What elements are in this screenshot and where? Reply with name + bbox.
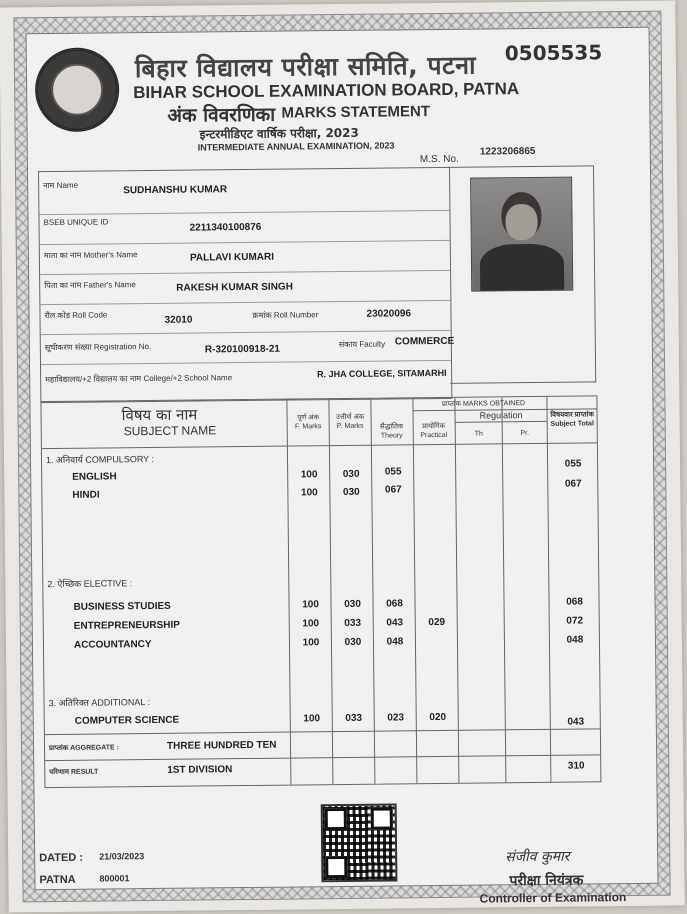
student-details — [38, 167, 455, 403]
regulation-header: Regulation — [479, 410, 523, 421]
place-code: 800001 — [99, 873, 130, 884]
mother-label: माता का नाम Mother's Name — [43, 250, 138, 261]
student-photo — [470, 177, 573, 292]
student-name: SUDHANSHU KUMAR — [123, 184, 228, 197]
controller-title-english: Controller of Examination — [479, 890, 627, 906]
photo-frame — [448, 165, 596, 384]
roll-code: 32010 — [164, 314, 193, 326]
dated-label: DATED : — [39, 851, 84, 865]
roll-number: 23020096 — [366, 308, 412, 320]
mother-name: PALLAVI KUMARI — [189, 251, 275, 264]
subject-row-computer-science: COMPUTER SCIENCE 100 033 023 020 043 — [74, 711, 585, 728]
roll-code-label: रौल कोड Roll Code — [44, 310, 108, 321]
aggregate-words: THREE HUNDRED TEN — [166, 739, 277, 752]
result-value: 1ST DIVISION — [167, 764, 233, 776]
issue-date: 21/03/2023 — [99, 851, 145, 862]
practical-header: प्रायोगिक Practical — [420, 422, 448, 440]
subject-row-entrepreneurship: ENTREPRENEURSHIP 100 033 043 029 072 — [73, 615, 584, 632]
aggregate-total: 310 — [567, 760, 585, 772]
result-label: परिणाम RESULT — [49, 768, 99, 777]
board-title-english: BIHAR SCHOOL EXAMINATION BOARD, PATNA — [133, 79, 520, 103]
statement-title-hindi: अंक विवरणिका — [167, 103, 276, 127]
subject-row-accountancy: ACCOUNTANCY 100 030 048 048 — [73, 634, 584, 651]
fmarks-header: पूर्ण अंक F. Marks — [294, 414, 322, 431]
aggregate-label: प्राप्तांक AGGREGATE : — [49, 744, 120, 753]
subject-header-english: SUBJECT NAME — [123, 423, 217, 439]
exam-name-hindi: इन्टरमीडिएट वार्षिक परीक्षा, 2023 — [199, 125, 359, 142]
father-label: पिता का नाम Father's Name — [44, 280, 136, 291]
certificate-body — [26, 27, 659, 906]
section-compulsory: 1. अनिवार्य COMPULSORY : — [45, 453, 155, 466]
college-name: R. JHA COLLEGE, SITAMARHI — [317, 367, 447, 380]
marks-table — [40, 395, 601, 788]
roll-number-label: क्रमांक Roll Number — [252, 310, 319, 320]
board-emblem-icon — [35, 47, 120, 132]
theory-header: सैद्धांतिक Theory — [379, 423, 404, 440]
statement-title-english: MARKS STATEMENT — [281, 103, 431, 122]
qr-code-icon — [321, 803, 398, 882]
exam-name-english: INTERMEDIATE ANNUAL EXAMINATION, 2023 — [197, 140, 395, 153]
place-label: PATNA — [39, 873, 76, 887]
ms-number: 1223206865 — [479, 145, 536, 158]
section-elective: 2. ऐच्छिक ELECTIVE : — [47, 578, 133, 590]
registration-label: सूचीकरण संख्या Registration No. — [44, 341, 152, 353]
controller-signature: संजीव कुमार — [505, 848, 570, 866]
faculty-label: संकाय Faculty — [338, 339, 386, 350]
college-label: महाविद्यालय/+2 विद्यालय का नाम College/+2 School Name — [45, 373, 233, 385]
controller-title-hindi: परीक्षा नियंत्रक — [509, 872, 584, 890]
pmarks-header: उत्तीर्ण अंक P. Marks — [335, 413, 365, 431]
serial-number: 0505535 — [504, 40, 603, 66]
faculty: COMMERCE — [394, 335, 455, 348]
ms-number-label: M.S. No. — [419, 153, 459, 166]
marks-obtained-header: प्राप्तांक MARKS OBTAINED — [441, 400, 526, 408]
subject-row-hindi: HINDI 100 030 067 067 — [72, 478, 582, 501]
name-row — [39, 168, 449, 215]
father-name: RAKESH KUMAR SINGH — [176, 281, 293, 294]
subject-row-english: ENGLISH 100 030 055 055 — [72, 458, 582, 483]
subject-row-business-studies: BUSINESS STUDIES 100 030 068 068 — [73, 596, 583, 613]
registration-number: R-320100918-21 — [204, 343, 280, 356]
name-label: नाम Name — [43, 180, 79, 191]
section-additional: 3. अतिरिक्त ADDITIONAL : — [48, 697, 151, 709]
regulation-th-header: Th — [474, 430, 483, 438]
regulation-pr-header: Pr. — [520, 430, 530, 438]
subject-total-header: विषयवार प्राप्तांक Subject Total — [550, 411, 594, 428]
uid-label: BSEB UNIQUE ID — [43, 217, 109, 228]
board-title-hindi: बिहार विद्यालय परीक्षा समिति, पटना — [134, 50, 477, 84]
subject-header-hindi: विषय का नाम — [121, 405, 198, 425]
unique-id: 2211340100876 — [189, 221, 262, 234]
college-row — [41, 360, 451, 401]
